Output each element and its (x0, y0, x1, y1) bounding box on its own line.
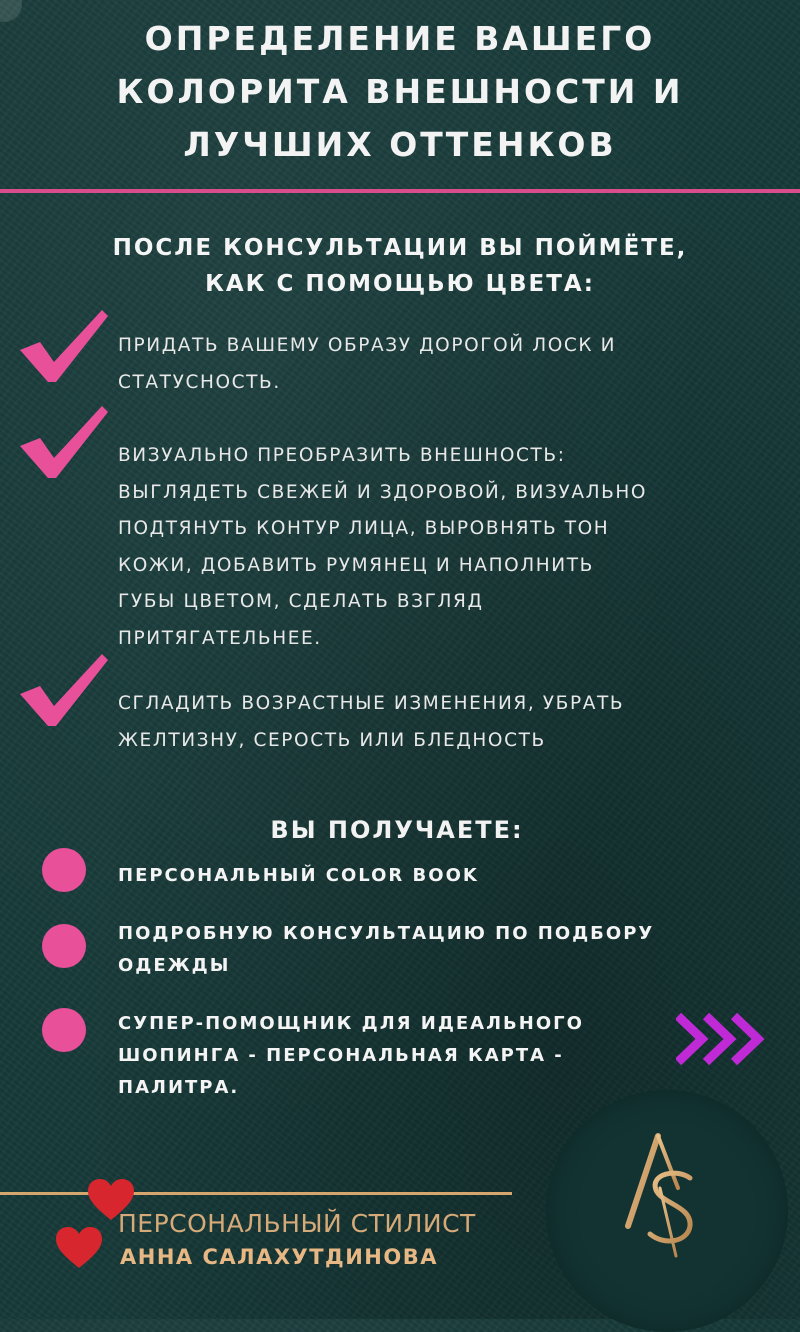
pink-dot-icon (42, 848, 86, 892)
you-get-item (118, 918, 738, 982)
benefit-text-line: ВЫГЛЯДЕТЬ СВЕЖЕЙ И ЗДОРОВОЙ, ВИЗУАЛЬНО (118, 481, 648, 503)
footer-divider (0, 1192, 512, 1195)
you-get-heading (0, 810, 800, 850)
pink-dot-icon (42, 1008, 86, 1052)
benefit-text-line: ГУБЫ ЦВЕТОМ, СДЕЛАТЬ ВЗГЛЯД (118, 591, 484, 612)
benefit-item (118, 328, 758, 401)
you-get-item-line: ШОПИНГА - ПЕРСОНАЛЬНАЯ КАРТА - (118, 1045, 564, 1066)
triple-chevron-right-icon (676, 1012, 768, 1066)
benefit-text-line: ВИЗУАЛЬНО ПРЕОБРАЗИТЬ ВНЕШНОСТЬ: (118, 445, 566, 466)
benefit-text-line: ЖЕЛТИЗНУ, СЕРОСТЬ ИЛИ БЛЕДНОСТЬ (118, 729, 546, 751)
benefit-text-line: СТАТУСНОСТЬ. (118, 371, 281, 393)
subtitle-line: ПОСЛЕ КОНСУЛЬТАЦИИ ВЫ ПОЙМЁТЕ, (112, 235, 688, 261)
you-get-item-line: ПАЛИТРА. (118, 1077, 240, 1098)
benefit-text-line: ПРИТЯГАТЕЛЬНЕЕ. (118, 627, 322, 649)
page-title-line: КОЛОРИТА ВНЕШНОСТИ И (116, 72, 684, 111)
benefit-text-line: КОЖИ, ДОБАВИТЬ РУМЯНЕЦ И НАПОЛНИТЬ (118, 554, 594, 576)
you-get-item-line: ПЕРСОНАЛЬНЫЙ COLOR BOOK (118, 865, 479, 886)
benefit-text-line: СГЛАДИТЬ ВОЗРАСТНЫЕ ИЗМЕНЕНИЯ, УБРАТЬ (118, 693, 625, 714)
title-divider (0, 189, 800, 193)
subtitle-line: КАК С ПОМОЩЬЮ ЦВЕТА: (205, 271, 595, 297)
benefit-item (118, 438, 758, 657)
stylist-name: АННА САЛАХУТДИНОВА (120, 1245, 438, 1269)
heart-icon (54, 1226, 104, 1270)
brand-logo (546, 1090, 788, 1332)
checkmark-icon (18, 402, 110, 482)
you-get-item-line: ПОДРОБНУЮ КОНСУЛЬТАЦИЮ ПО ПОДБОРУ (118, 923, 655, 944)
you-get-item (118, 860, 738, 892)
you-get-item (118, 1008, 738, 1104)
stylist-role: ПЕРСОНАЛЬНЫЙ СТИЛИСТ (118, 1209, 476, 1238)
benefit-item (118, 686, 758, 759)
you-get-item-line: СУПЕР-ПОМОЩНИК ДЛЯ ИДЕАЛЬНОГО (118, 1013, 584, 1034)
page-title (0, 12, 800, 171)
benefit-text-line: ПОДТЯНУТЬ КОНТУР ЛИЦА, ВЫРОВНЯТЬ ТОН (118, 518, 610, 539)
benefit-text-line: ПРИДАТЬ ВАШЕМУ ОБРАЗУ ДОРОГОЙ ЛОСК И (118, 335, 617, 356)
page-title-line: ЛУЧШИХ ОТТЕНКОВ (183, 125, 617, 164)
you-get-heading-text: ВЫ ПОЛУЧАЕТЕ: (270, 816, 524, 844)
section-subtitle (0, 230, 800, 302)
checkmark-icon (18, 306, 110, 386)
pink-dot-icon (42, 924, 86, 968)
page-title-line: ОПРЕДЕЛЕНИЕ ВАШЕГО (144, 19, 656, 58)
monogram-logo-icon (606, 1130, 726, 1270)
you-get-item-line: ОДЕЖДЫ (118, 955, 231, 976)
checkmark-icon (18, 650, 110, 730)
